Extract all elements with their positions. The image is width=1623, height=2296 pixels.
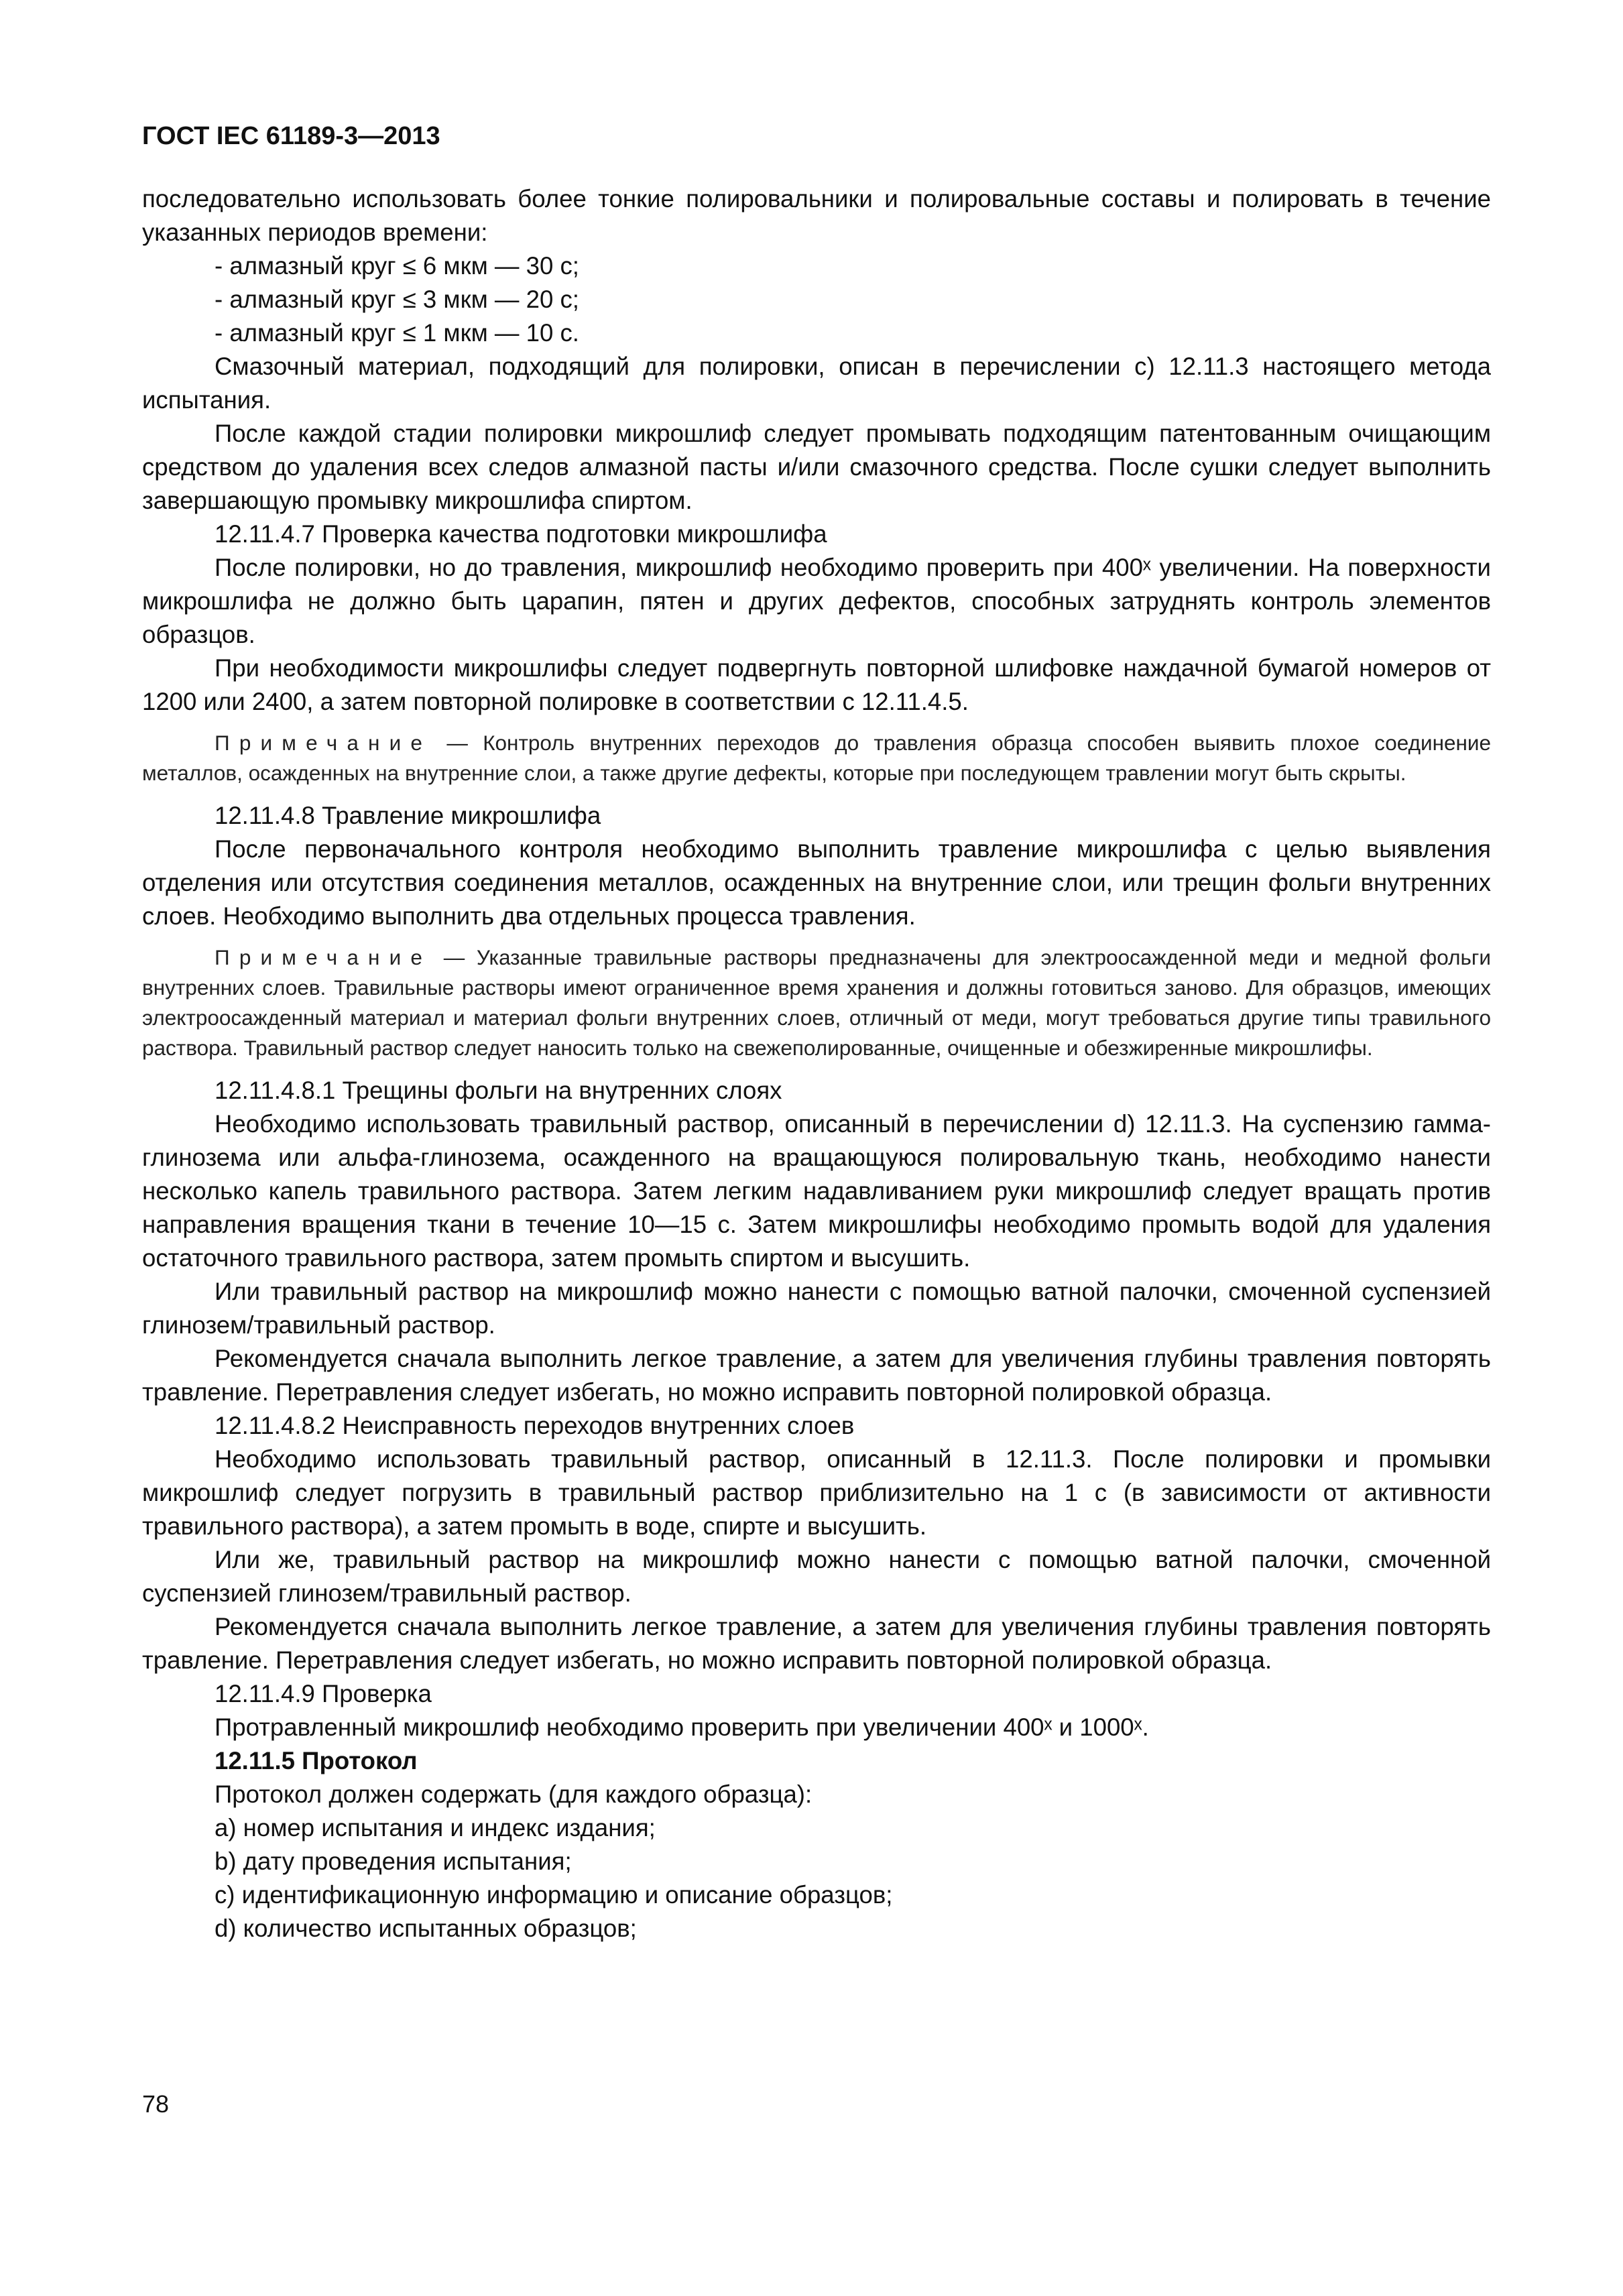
body-paragraph: Смазочный материал, подходящий для полировки, описан в перечислении с) 12.11.3 настоящего метода испытания. (142, 353, 1491, 414)
section-heading: 12.11.4.8.2 Неисправность переходов внутренних слоев (215, 1412, 855, 1439)
body-paragraph: Рекомендуется сначала выполнить легкое травление, а затем для увеличения глубины травления повторять травление. Перетравления следует избегать, но можно исправить повторной полировкой образца. (142, 1345, 1491, 1406)
body-paragraph: Необходимо использовать травильный раствор, описанный в перечислении d) 12.11.3. На суспензию гамма-глинозема или альфа-глинозема, осажденного на вращающуюся полировальную ткань, необходимо нанести несколько капель травильного раствора. Затем легким надавливанием руки микрошлиф следует вращать против направления вращения ткани в течение 10—15 с. Затем микрошлифы необходимо промыть водой для удаления остаточного травильного раствора, затем промыть спиртом и высушить. (142, 1110, 1491, 1272)
section-heading: 12.11.4.8.1 Трещины фольги на внутренних слоях (215, 1077, 782, 1104)
body-paragraph: Протравленный микрошлиф необходимо проверить при увеличении 400ˣ и 1000ˣ. (215, 1713, 1149, 1741)
document-page (142, 119, 1491, 2197)
list-item: - алмазный круг ≤ 1 мкм — 10 с. (215, 319, 579, 347)
section-heading: 12.11.4.9 Проверка (215, 1680, 432, 1707)
body-paragraph: Или же, травильный раствор на микрошлиф можно нанести с помощью ватной палочки, смоченной суспензией глинозем/травильный раствор. (142, 1546, 1491, 1607)
body-paragraph: При необходимости микрошлифы следует подвергнуть повторной шлифовке наждачной бумагой номеров от 1200 или 2400, а затем повторной полировке в соответствии с 12.11.4.5. (142, 654, 1491, 715)
body-paragraph: Рекомендуется сначала выполнить легкое травление, а затем для увеличения глубины травления повторять травление. Перетравления следует избегать, но можно исправить повторной полировкой образца. (142, 1613, 1491, 1674)
body-paragraph: Протокол должен содержать (для каждого образца): (215, 1780, 813, 1808)
page-number: 78 (142, 2090, 170, 2118)
document-body (142, 182, 1491, 1945)
body-paragraph: b) дату проведения испытания; (215, 1848, 572, 1875)
note-label: Примечание (215, 731, 432, 755)
body-paragraph: d) количество испытанных образцов; (215, 1915, 637, 1942)
section-heading: 12.11.4.7 Проверка качества подготовки микрошлифа (215, 520, 827, 548)
document-header: ГОСТ IEC 61189-3—2013 (142, 122, 440, 150)
body-paragraph: Необходимо использовать травильный раствор, описанный в 12.11.3. После полировки и промывки микрошлиф следует погрузить в травильный раствор приблизительно на 1 с (в зависимости от активности травильного раствора), а затем промыть в воде, спирте и высушить. (142, 1445, 1491, 1540)
body-paragraph: a) номер испытания и индекс издания; (215, 1814, 656, 1841)
list-item: - алмазный круг ≤ 6 мкм — 30 с; (215, 252, 579, 280)
note-paragraph (142, 943, 1491, 1063)
note-text: — Контроль внутренних переходов до травления образца способен выявить плохое соединение металлов, осажденных на внутренние слои, а также другие дефекты, которые при последующем травлении могут быть скрыты. (142, 731, 1491, 785)
section-heading: 12.11.5 Протокол (215, 1747, 418, 1774)
note-text: — Указанные травильные растворы предназначены для электроосажденной меди и медной фольги внутренних слоев. Травильные растворы имеют ограниченное время хранения и должны готовиться заново. Для образцов, имеющих электроосажденный материал и материал фольги внутренних слоев, отличный от меди, могут требоваться другие типы травильного раствора. Травильный раствор следует наносить только на свежеполированные, очищенные и обезжиренные микрошлифы. (142, 945, 1491, 1060)
section-heading: 12.11.4.8 Травление микрошлифа (215, 802, 601, 829)
body-paragraph: Или травильный раствор на микрошлиф можно нанести с помощью ватной палочки, смоченной суспензией глинозем/травильный раствор. (142, 1278, 1491, 1339)
body-paragraph: После полировки, но до травления, микрошлиф необходимо проверить при 400ˣ увеличении. На поверхности микрошлифа не должно быть царапин, пятен и других дефектов, способных затруднять контроль элементов образцов. (142, 554, 1491, 648)
body-paragraph: последовательно использовать более тонкие полировальники и полировальные составы и полировать в течение указанных периодов времени: (142, 185, 1491, 246)
list-item: - алмазный круг ≤ 3 мкм — 20 с; (215, 286, 579, 313)
note-paragraph (142, 728, 1491, 788)
body-paragraph: c) идентификационную информацию и описание образцов; (215, 1881, 893, 1909)
body-paragraph: После первоначального контроля необходимо выполнить травление микрошлифа с целью выявления отделения или отсутствия соединения металлов, осажденных на внутренние слои, или трещин фольги внутренних слоев. Необходимо выполнить два отдельных процесса травления. (142, 835, 1491, 930)
note-label: Примечание (215, 945, 432, 969)
body-paragraph: После каждой стадии полировки микрошлиф следует промывать подходящим патентованным очищающим средством до удаления всех следов алмазной пасты и/или смазочного средства. После сушки следует выполнить завершающую промывку микрошлифа спиртом. (142, 420, 1491, 514)
